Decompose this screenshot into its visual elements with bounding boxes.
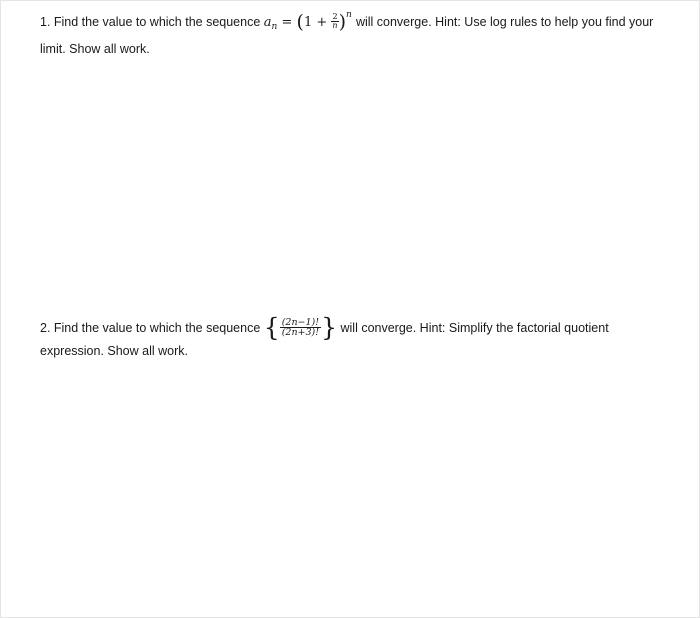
- sequence-formula-1: [263, 10, 356, 33]
- question-2: [40, 315, 670, 362]
- factorial-fraction: [280, 318, 321, 338]
- plus-sign: +: [316, 15, 328, 30]
- constant-one: 1: [303, 15, 313, 30]
- sequence-formula-2: [263, 313, 337, 342]
- open-paren: (: [296, 11, 304, 33]
- fraction-numerator: 2: [332, 12, 338, 21]
- sequence-subscript: n: [271, 22, 278, 32]
- fraction-2-over-n: [331, 13, 338, 30]
- sequence-variable: a: [263, 15, 272, 30]
- factorial-numerator: (2n−1)!: [281, 316, 320, 328]
- question-2-continuation: expression. Show all work.: [40, 344, 188, 358]
- question-1-prefix: 1. Find the value to which the sequence: [40, 15, 261, 29]
- close-paren: ): [338, 11, 346, 33]
- question-1-continuation: limit. Show all work.: [40, 42, 150, 56]
- fraction-denominator: n: [332, 21, 338, 30]
- open-brace: {: [263, 313, 280, 342]
- close-brace: }: [321, 313, 337, 342]
- question-1-suffix: will converge. Hint: Use log rules to help you find your: [355, 15, 654, 29]
- question-2-line-1: [40, 315, 670, 340]
- question-1: [40, 4, 670, 60]
- question-2-prefix: 2. Find the value to which the sequence: [40, 321, 261, 335]
- factorial-denominator: (2n+3)!: [281, 327, 320, 339]
- equals-sign: =: [281, 15, 293, 30]
- exponent: n: [346, 10, 352, 20]
- question-1-line-1: [40, 4, 670, 38]
- question-2-suffix: will converge. Hint: Simplify the factorial quotient: [340, 321, 609, 335]
